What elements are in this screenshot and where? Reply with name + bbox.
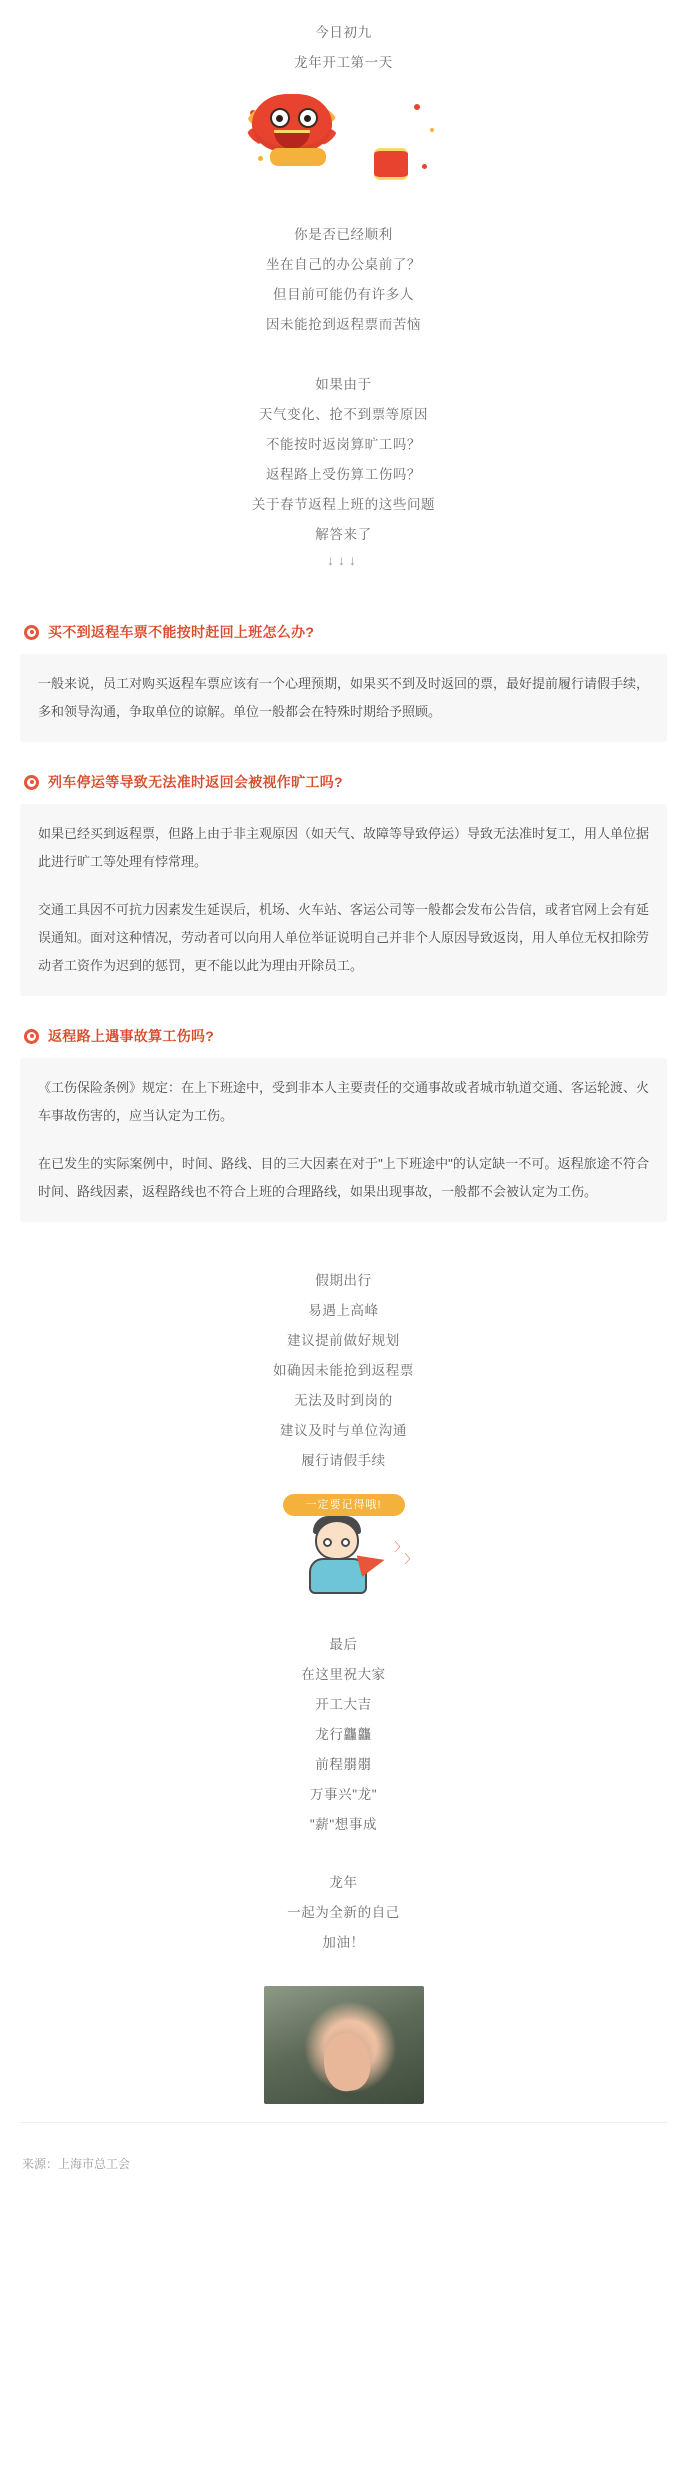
closing-line: 加油！ [322,1935,365,1950]
qa-paragraph: 一般来说，员工对购买返程车票应该有一个心理预期，如果买不到及时返回的票，最好提前履行请假手续，多和领导沟通，争取单位的谅解。单位一般都会在特殊时期给予照顾。 [38,676,650,719]
intro-line: 龙年开工第一天 [294,55,393,70]
closing-line: 龙年 [329,1875,358,1890]
qa-body-2 [20,804,667,996]
lead-block [0,192,687,340]
closing-line: 一起为全新的自己 [287,1905,400,1920]
wishes-line: "薪"想事成 [309,1817,378,1832]
advice-block [0,1222,687,1476]
wishes-line: 龙行龘龘 [315,1727,372,1742]
qa-body-1 [20,654,667,742]
advice-line: 假期出行 [315,1273,372,1288]
lion-mouth [274,130,310,149]
drum-icon [374,148,408,180]
question-intro-line: 不能按时返岗算旷工吗？ [265,437,422,452]
qa-header-2 [0,772,687,792]
bullet-dot-icon [24,1029,39,1044]
qa-section-3 [0,1026,687,1222]
confetti-dot [422,164,427,169]
sound-mark-icon: 〉 [394,1540,407,1554]
qa-body-3 [20,1058,667,1222]
advice-line: 如确因未能抢到返程票 [273,1363,414,1378]
question-intro-line: 关于春节返程上班的这些问题 [251,497,436,512]
lead-line: 但目前可能仍有许多人 [273,287,414,302]
advice-line: 建议提前做好规划 [287,1333,400,1348]
boy-eye-left [323,1538,332,1547]
lead-line: 因未能抢到返程票而苦恼 [265,317,422,332]
megaphone-icon [356,1549,387,1577]
lion-eye-left [270,108,290,128]
qa-paragraph: 交通工具因不可抗力因素发生延误后，机场、火车站、客运公司等一般都会发布公告信，或者官网上会有延误通知。面对这种情况，劳动者可以向用人单位举证说明自己并非个人原因导致返岗，用人单位无权扣除劳动者工资作为迟到的惩罚，更不能以此为理由开除员工。 [38,902,650,973]
intro-line: 今日初九 [315,25,372,40]
wishes-block [0,1604,687,1840]
wishes-line: 在这里祝大家 [301,1667,386,1682]
qa-paragraph: 在已发生的实际案例中，时间、路线、目的三大因素在对于"上下班途中"的认定缺一不可。返程旅途不符合时间、路线因素，返程路线也不符合上班的合理路线，如果出现事故，一般都不会被认定为工伤。 [38,1156,649,1199]
wishes-line: 开工大吉 [315,1697,372,1712]
confetti-dot [414,104,420,110]
dragon-figurine-photo [264,1986,424,2104]
advice-line: 易遇上高峰 [308,1303,379,1318]
advice-line: 建议及时与单位沟通 [280,1423,407,1438]
confetti-dot [258,156,263,161]
advice-line: 履行请假手续 [301,1453,386,1468]
boy-with-megaphone-illustration [269,1494,419,1598]
qa-paragraph: 《工伤保险条例》规定：在上下班途中，受到非本人主要责任的交通事故或者城市轨道交通、客运轮渡、火车事故伤害的，应当认定为工伤。 [38,1080,650,1123]
qa-section-1 [0,622,687,742]
qa-header-3 [0,1026,687,1046]
qa-paragraph: 如果已经买到返程票，但路上由于非主观原因（如天气、故障等导致停运）导致无法准时复工，用人单位据此进行旷工等处理有悖常理。 [38,826,650,869]
lion-scarf [270,148,326,166]
lead-line: 你是否已经顺利 [294,227,393,242]
bullet-dot-icon [24,775,39,790]
qa-title: 返程路上遇事故算工伤吗? [48,1028,215,1044]
down-arrows-icon: ↓↓↓ [327,552,360,568]
source-footer: 来源：上海市总工会 [22,2157,131,2171]
lead-line: 坐在自己的办公桌前了？ [265,257,422,272]
closing-block [0,1840,687,1958]
boy-eye-right [341,1538,350,1547]
lion-head [252,94,332,152]
question-intro-line: 天气变化、抢不到票等原因 [258,407,429,422]
wishes-line: 最后 [329,1637,358,1652]
advice-line: 无法及时到岗的 [294,1393,393,1408]
lion-dance-illustration [244,94,444,182]
bullet-dot-icon [24,625,39,640]
sound-mark-icon: 〉 [404,1552,417,1566]
question-intro-line: 返程路上受伤算工伤吗？ [265,467,422,482]
qa-title: 列车停运等导致无法准时返回会被视作旷工吗? [48,774,343,790]
confetti-dot [430,128,434,132]
wishes-line: 前程朤朤 [315,1757,372,1772]
speech-bubble: 一定要记得哦! [283,1494,405,1516]
qa-title: 买不到返程车票不能按时赶回上班怎么办? [48,624,315,640]
question-intro-block [0,340,687,550]
divider [20,2122,667,2123]
question-intro-line: 如果由于 [315,377,372,392]
qa-section-2 [0,772,687,996]
intro-block [0,0,687,78]
question-intro-line: 解答来了 [315,527,372,542]
qa-header-1 [0,622,687,642]
lion-eye-right [298,108,318,128]
boy-head [315,1520,359,1560]
wishes-line: 万事兴"龙" [309,1787,378,1802]
